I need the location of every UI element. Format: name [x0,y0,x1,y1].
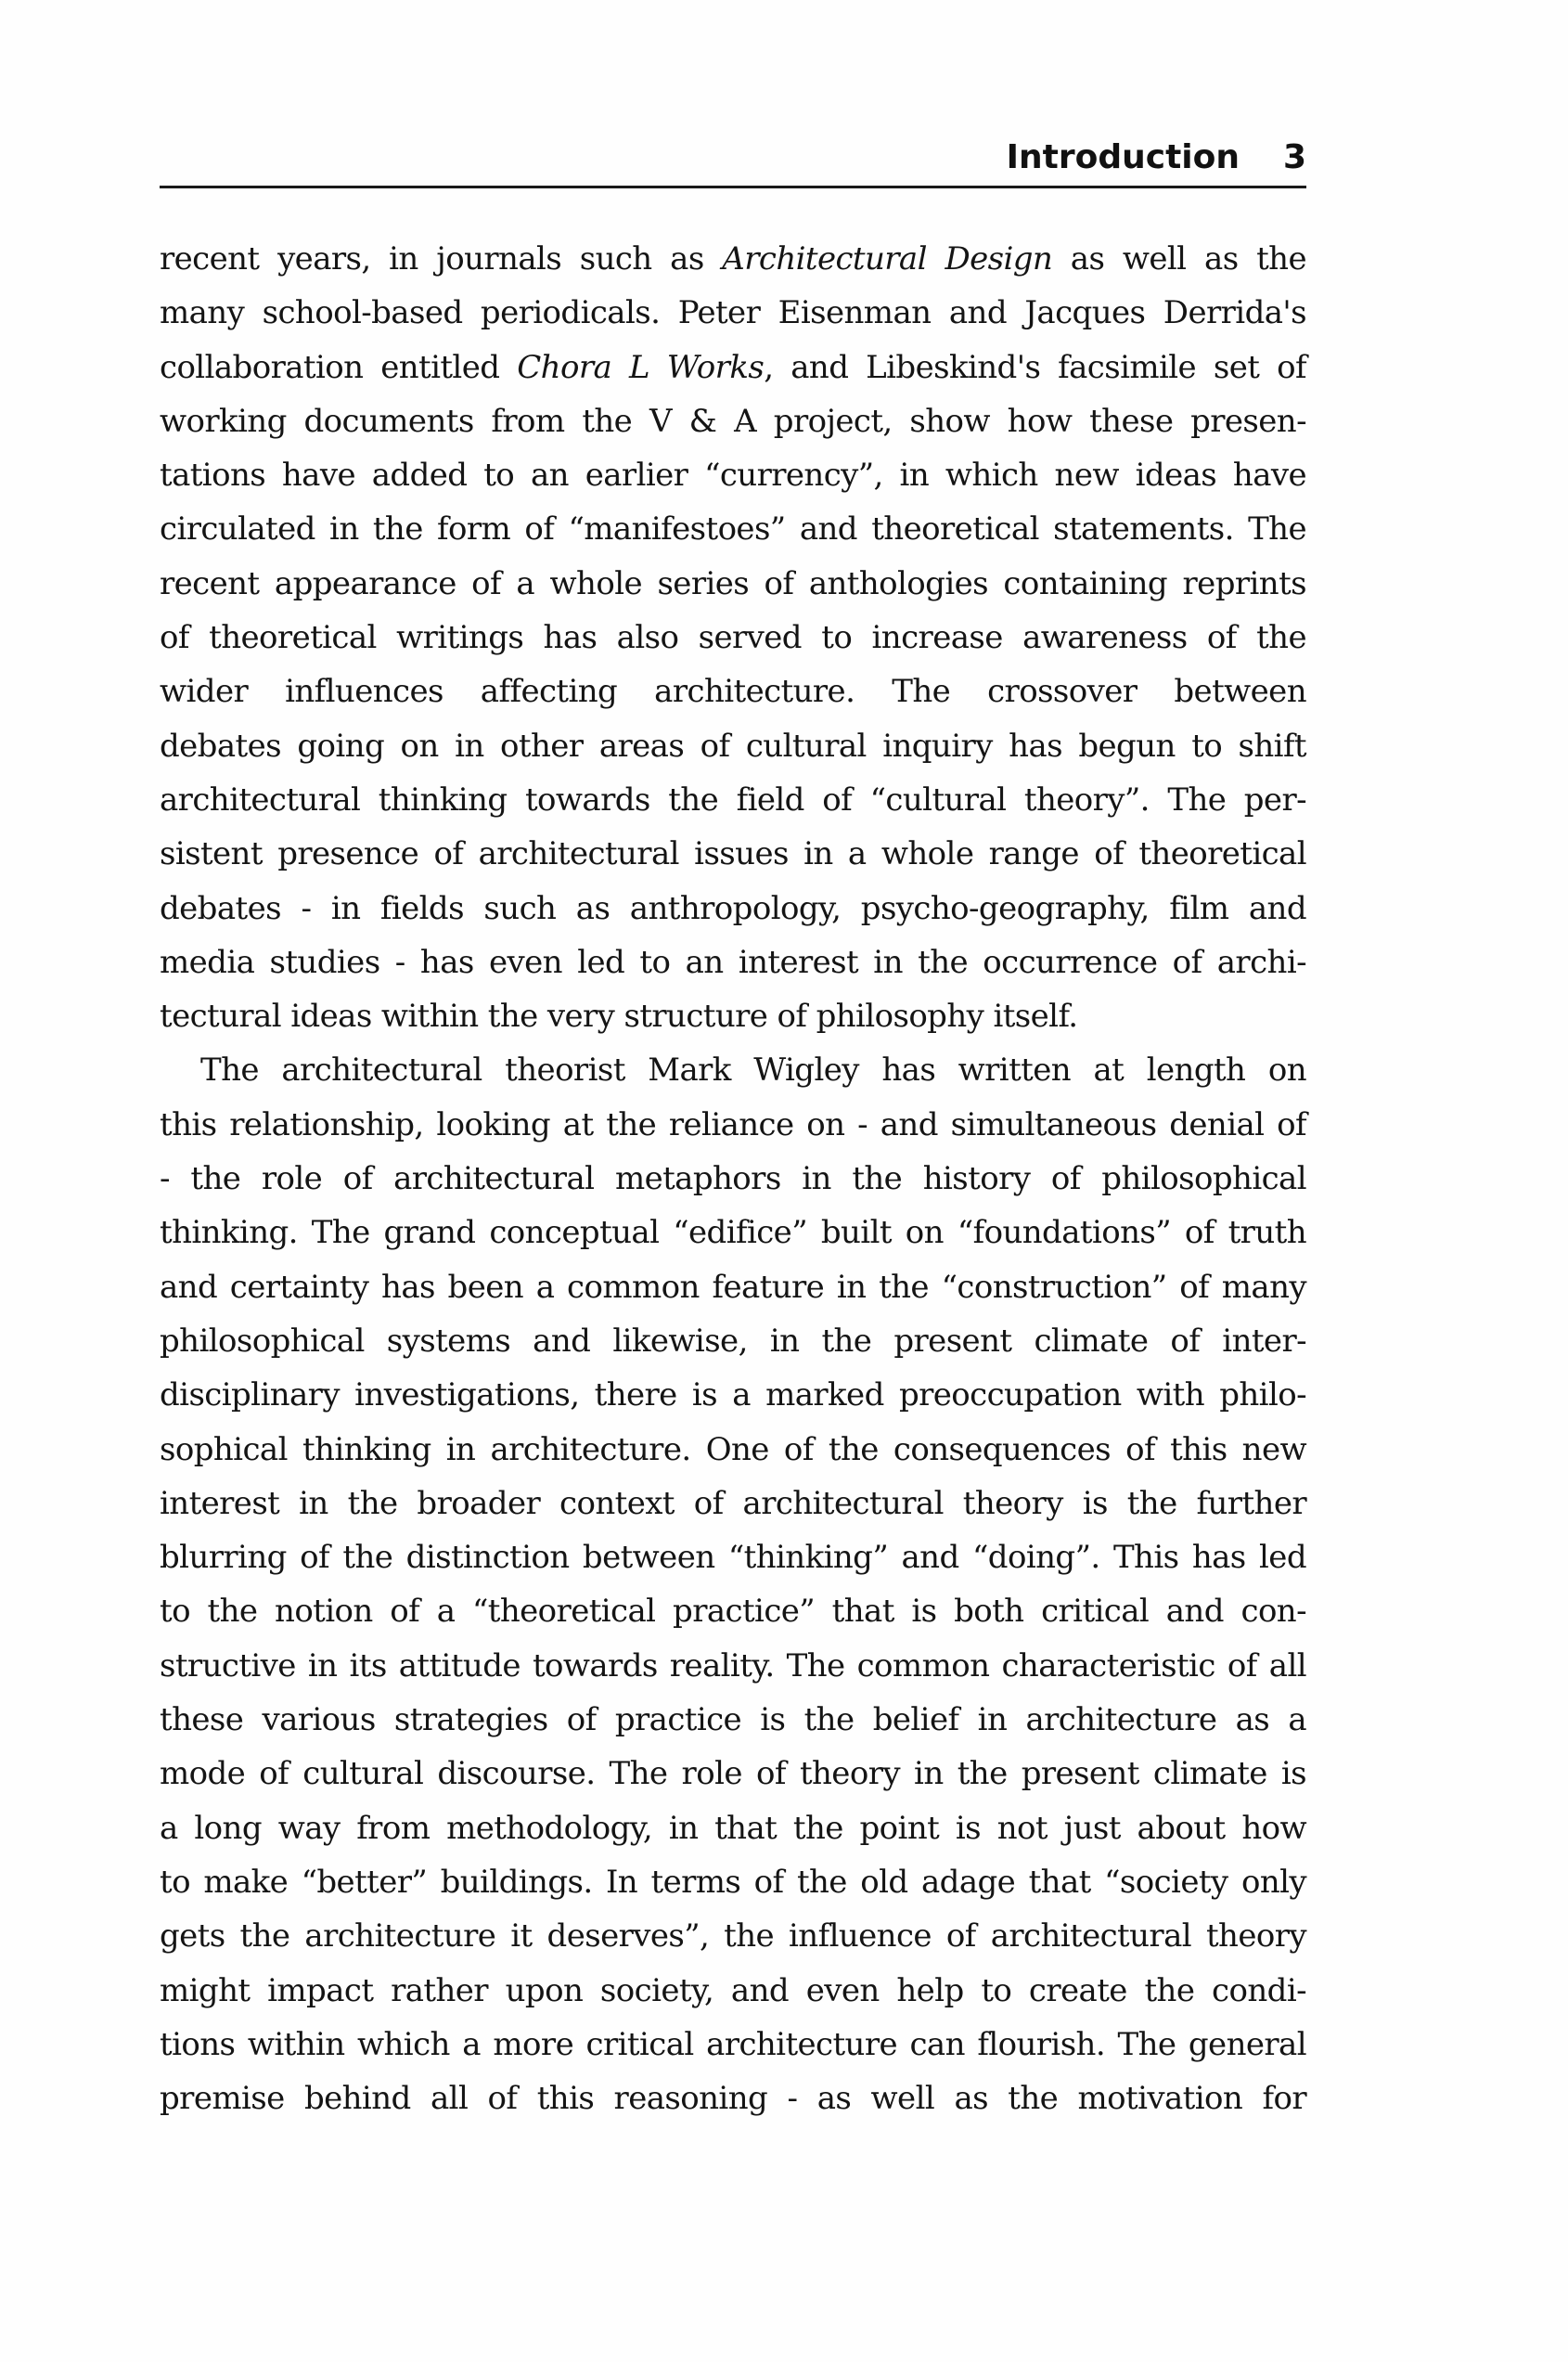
italic-title: Architectural Design [722,240,1053,278]
text-line: - the role of architectural metaphors in the history of philosophical [160,1160,1306,1198]
text-line: working documents from the V & A project, show how these presen- [160,402,1306,440]
text-line: to the notion of a “theoretical practice” that is both critical and con- [160,1593,1306,1631]
text-line: this relationship, looking at the reliance on - and simultaneous denial of [160,1105,1306,1143]
text-line: tectural ideas within the very structure of philosophy itself. [160,998,1078,1036]
text-line: recent years, in journals such as Architectural Design as well as the [160,240,1306,278]
text-line: debates - in fields such as anthropology, psycho-geography, film and [160,889,1306,927]
text-line: collaboration entitled Chora L Works, and Libeskind's facsimile set of [160,348,1306,386]
body-text [160,232,1306,2125]
text-line: tions within which a more critical architecture can flourish. The general [160,2025,1306,2063]
text-line: and certainty has been a common feature in the “construction” of many [160,1268,1306,1306]
text-line: disciplinary investigations, there is a marked preoccupation with philo- [160,1376,1306,1414]
text-line: circulated in the form of “manifestoes” and theoretical statements. The [160,510,1306,549]
text-line: The architectural theorist Mark Wigley has written at length on [200,1052,1306,1090]
page-number: 3 [1282,138,1306,176]
text-line: mode of cultural discourse. The role of theory in the present climate is [160,1755,1306,1793]
text-line: gets the architecture it deserves”, the influence of architectural theory [160,1917,1306,1955]
text-line: a long way from methodology, in that the point is not just about how [160,1809,1306,1847]
text-line: might impact rather upon society, and even help to create the condi- [160,1971,1306,2009]
text-line: tations have added to an earlier “currency”, in which new ideas have [160,457,1306,495]
text-line: architectural thinking towards the field of “cultural theory”. The per- [160,781,1306,819]
text-line: debates going on in other areas of cultural inquiry has begun to shift [160,727,1306,765]
text-line: blurring of the distinction between “thinking” and “doing”. This has led [160,1539,1306,1577]
italic-title: Chora L Works [517,348,765,386]
chapter-title: Introduction [1006,138,1240,176]
text-line: of theoretical writings has also served to increase awareness of the [160,619,1306,657]
text-line: media studies - has even led to an interest in the occurrence of archi- [160,943,1306,981]
text-line: structive in its attitude towards reality. The common characteristic of all [160,1646,1306,1684]
text-line: wider influences affecting architecture. The crossover between [160,673,1306,711]
text-line: philosophical systems and likewise, in the present climate of inter- [160,1322,1306,1360]
text-line: recent appearance of a whole series of anthologies containing reprints [160,564,1306,602]
text-line: premise behind all of this reasoning - as well as the motivation for [160,2080,1306,2118]
text-line: sistent presence of architectural issues in a whole range of theoretical [160,835,1306,873]
text-line: thinking. The grand conceptual “edifice” built on “foundations” of truth [160,1214,1306,1252]
text-line: interest in the broader context of architectural theory is the further [160,1484,1306,1522]
text-line: to make “better” buildings. In terms of the old adage that “society only [160,1863,1306,1901]
text-line: sophical thinking in architecture. One of the consequences of this new [160,1430,1306,1468]
header-rule [160,186,1306,188]
text-line: these various strategies of practice is the belief in architecture as a [160,1701,1306,1739]
running-head [160,128,1306,187]
text-line: many school-based periodicals. Peter Eisenman and Jacques Derrida's [160,294,1306,332]
